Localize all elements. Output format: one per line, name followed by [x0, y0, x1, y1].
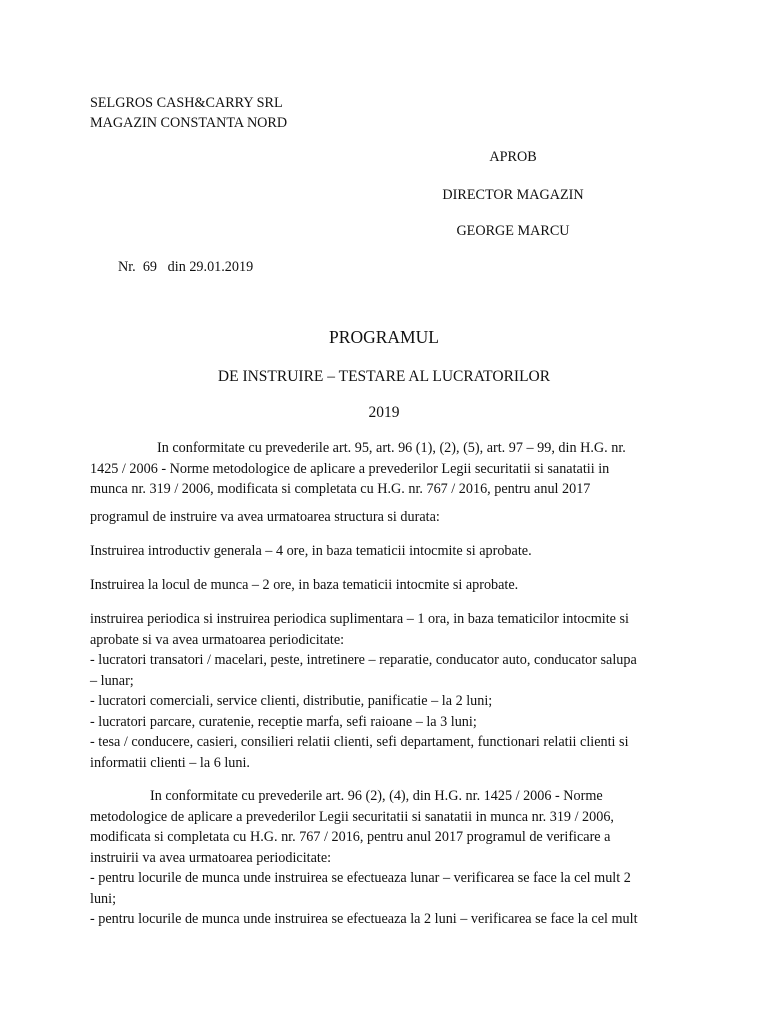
company-name: SELGROS CASH&CARRY SRL	[90, 95, 283, 111]
list-item: - tesa / conducere, casieri, consilieri relatii clienti, sefi departament, functionari relatii clienti si	[90, 734, 629, 750]
paragraph-periodic-training	[90, 609, 690, 773]
list-item: – lunar;	[90, 672, 134, 689]
document-subtitle: DE INSTRUIRE – TESTARE AL LUCRATORILOR	[217, 368, 551, 385]
list-item: - pentru locurile de munca unde instruirea se efectueaza lunar – verificarea se face la cel mult 2	[90, 870, 631, 886]
approval-name: GEORGE MARCU	[456, 223, 570, 239]
text-line: instruirii va avea urmatoarea periodicitate:	[90, 849, 332, 866]
text-line: instruirea periodica si instruirea periodica suplimentara – 1 ora, in baza tematicilor intocmite si	[90, 611, 629, 627]
paragraph-workplace-training: Instruirea la locul de munca – 2 ore, in baza tematicii intocmite si aprobate.	[90, 577, 519, 593]
document-title: PROGRAMUL	[329, 327, 439, 347]
list-item: - lucratori comerciali, service clienti, distributie, panificatie – la 2 luni;	[90, 693, 493, 709]
store-name: MAGAZIN CONSTANTA NORD	[90, 115, 288, 131]
list-item: - pentru locurile de munca unde instruirea se efectueaza la 2 luni – verificarea se face la cel mult	[90, 911, 638, 927]
text-line: munca nr. 319 / 2006, modificata si completata cu H.G. nr. 767 / 2016, pentru anul 2017	[90, 481, 591, 497]
text-line: modificata si completata cu H.G. nr. 767 / 2016, pentru anul 2017 programul de verificare a	[90, 829, 611, 845]
paragraph-structure-intro: programul de instruire va avea urmatoarea structura si durata:	[90, 509, 440, 525]
text-line: aprobate si va avea urmatoarea periodicitate:	[90, 631, 345, 648]
text-line: In conformitate cu prevederile art. 96 (2), (4), din H.G. nr. 1425 / 2006 - Norme	[150, 788, 603, 804]
text-line: In conformitate cu prevederile art. 95, art. 96 (1), (2), (5), art. 97 – 99, din H.G. nr.	[157, 440, 626, 456]
paragraph-legal-basis	[90, 438, 690, 500]
list-item: informatii clienti – la 6 luni.	[90, 754, 250, 771]
paragraph-general-training: Instruirea introductiv generala – 4 ore, in baza tematicii intocmite si aprobate.	[90, 543, 532, 559]
paragraph-verification	[90, 786, 690, 930]
list-item: - lucratori parcare, curatenie, receptie marfa, sefi raioane – la 3 luni;	[90, 713, 477, 730]
approval-role: DIRECTOR MAGAZIN	[442, 187, 584, 203]
document-reference: Nr. 69 din 29.01.2019	[118, 259, 254, 275]
text-line: metodologice de aplicare a prevederilor Legii securitatii si sanatatii in munca nr. 319 / 2006,	[90, 808, 614, 825]
approval-label: APROB	[489, 149, 537, 165]
list-item: luni;	[90, 890, 117, 907]
text-line: 1425 / 2006 - Norme metodologice de aplicare a prevederilor Legii securitatii si sanatatii in	[90, 460, 610, 477]
list-item: - lucratori transatori / macelari, peste, intretinere – reparatie, conducator auto, conducator salupa	[90, 652, 637, 668]
document-year: 2019	[368, 404, 400, 421]
